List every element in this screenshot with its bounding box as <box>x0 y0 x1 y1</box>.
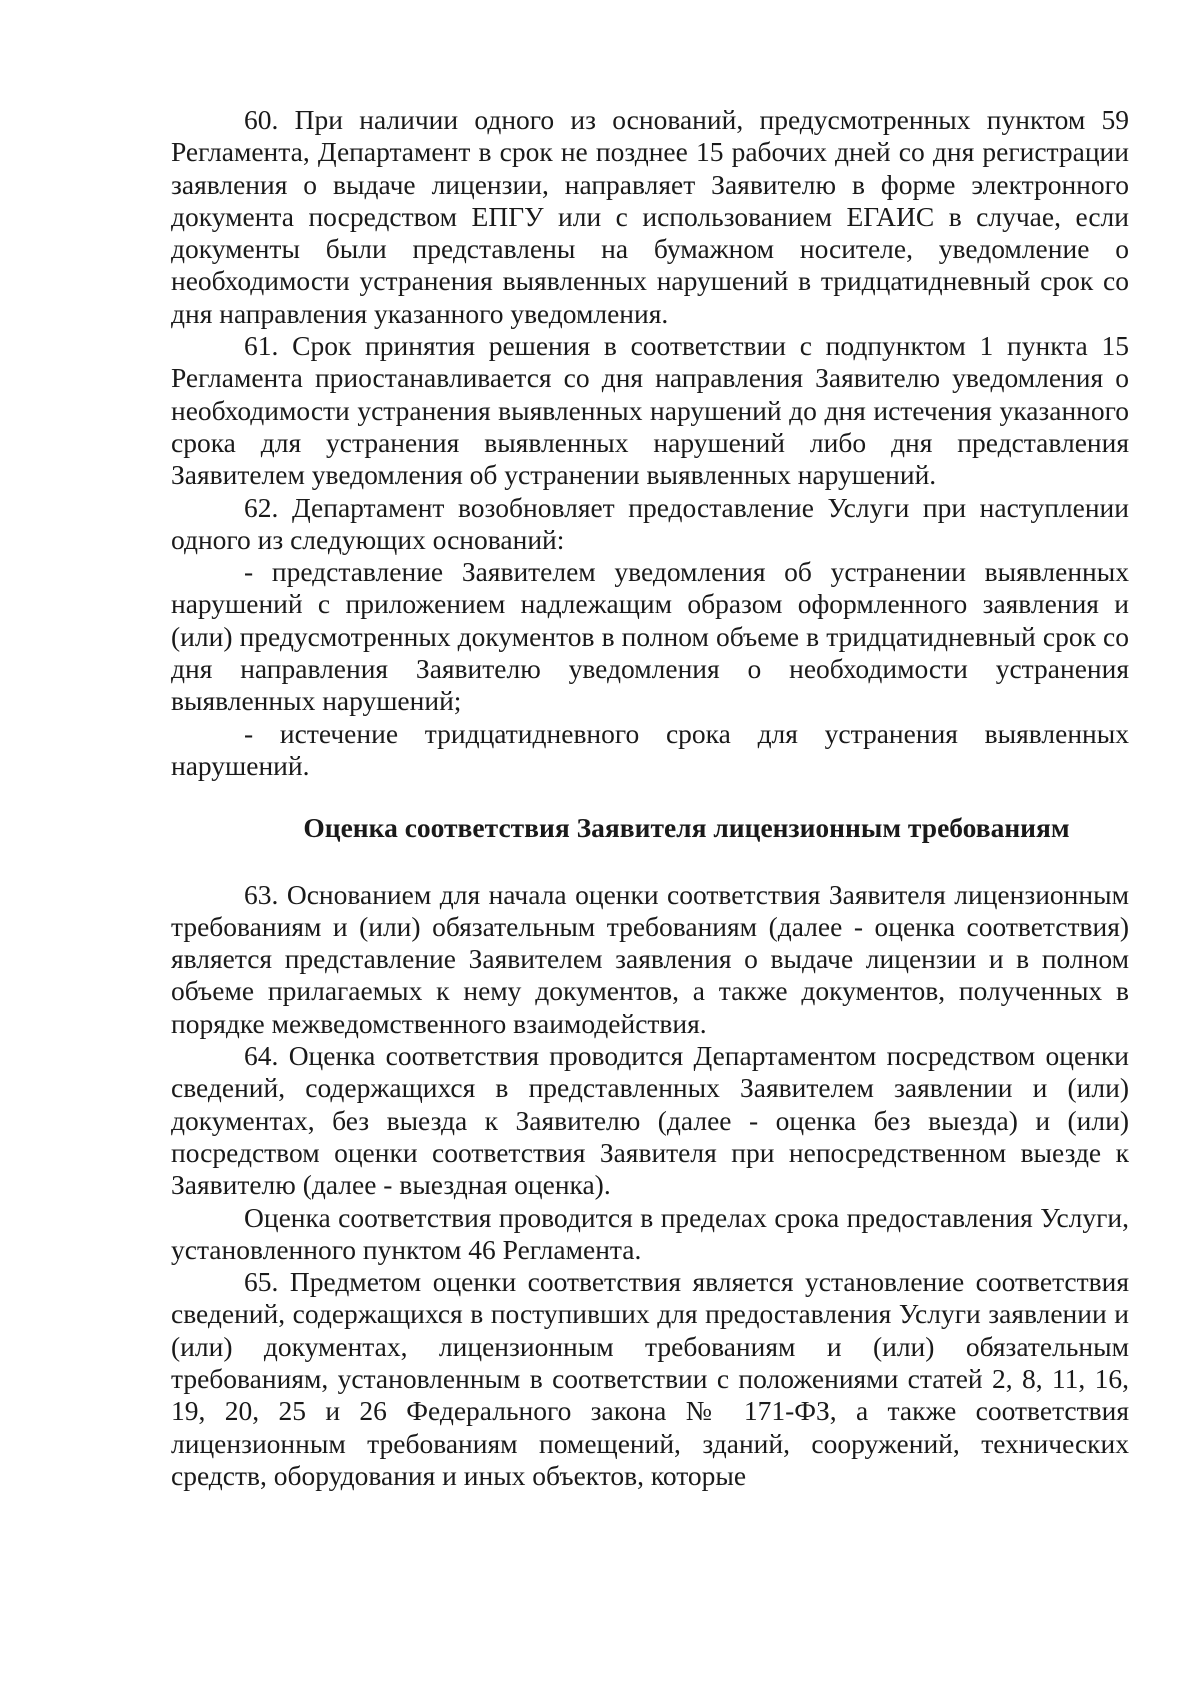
paragraph-64-continued: Оценка соответствия проводится в пределах срока предоставления Услуги, установленного пунктом 46 Регламента. <box>171 1201 1129 1265</box>
paragraph-65: 65. Предметом оценки соответствия является установление соответствия сведений, содержащихся в поступивших для предоставления Услуги заявлении и (или) документах, лицензионным требованиям и (или) обязательным требованиям, установленным в соответствии с положениями статей 2, 8, 11, 16, 19, 20, 25 и 26 Федерального закона № 171-ФЗ, а также соответствия лицензионным требованиям помещений, зданий, сооружений, технических средств, оборудования и иных объектов, которые <box>171 1266 1129 1491</box>
paragraph-64: 64. Оценка соответствия проводится Департаментом посредством оценки сведений, содержащихся в представленных Заявителем заявлении и (или) документах, без выезда к Заявителю (далее - оценка без выезда) и (или) посредством оценки соответствия Заявителя при непосредственном выезде к Заявителю (далее - выездная оценка). <box>171 1040 1129 1201</box>
section-heading: Оценка соответствия Заявителя лицензионным требованиям <box>303 812 1070 844</box>
document-page <box>171 104 1129 1492</box>
paragraph-62: 62. Департамент возобновляет предоставление Услуги при наступлении одного из следующих оснований: <box>171 491 1129 555</box>
paragraph-61: 61. Срок принятия решения в соответствии с подпунктом 1 пункта 15 Регламента приостанавливается со дня направления Заявителю уведомления о необходимости устранения выявленных нарушений до дня истечения указанного срока для устранения выявленных нарушений либо дня представления Заявителем уведомления об устранении выявленных нарушений. <box>171 330 1129 491</box>
paragraph-63: 63. Основанием для начала оценки соответствия Заявителя лицензионным требованиям и (или) обязательным требованиям (далее - оценка соответствия) является представление Заявителем заявления о выдаче лицензии и в полном объеме прилагаемых к нему документов, а также документов, полученных в порядке межведомственного взаимодействия. <box>171 878 1129 1039</box>
paragraph-62-item-1: - представление Заявителем уведомления об устранении выявленных нарушений с приложением надлежащим образом оформленного заявления и (или) предусмотренных документов в полном объеме в тридцатидневный срок со дня направления Заявителю уведомления о необходимости устранения выявленных нарушений; <box>171 556 1129 717</box>
paragraph-60: 60. При наличии одного из оснований, предусмотренных пунктом 59 Регламента, Департамент в срок не позднее 15 рабочих дней со дня регистрации заявления о выдаче лицензии, направляет Заявителю в форме электронного документа посредством ЕПГУ или с использованием ЕГАИС в случае, если документы были представлены на бумажном носителе, уведомление о необходимости устранения выявленных нарушений в тридцатидневный срок со дня направления указанного уведомления. <box>171 104 1129 329</box>
spacer <box>171 845 1129 879</box>
paragraph-62-item-2: - истечение тридцатидневного срока для устранения выявленных нарушений. <box>171 717 1129 781</box>
spacer <box>171 782 1129 812</box>
